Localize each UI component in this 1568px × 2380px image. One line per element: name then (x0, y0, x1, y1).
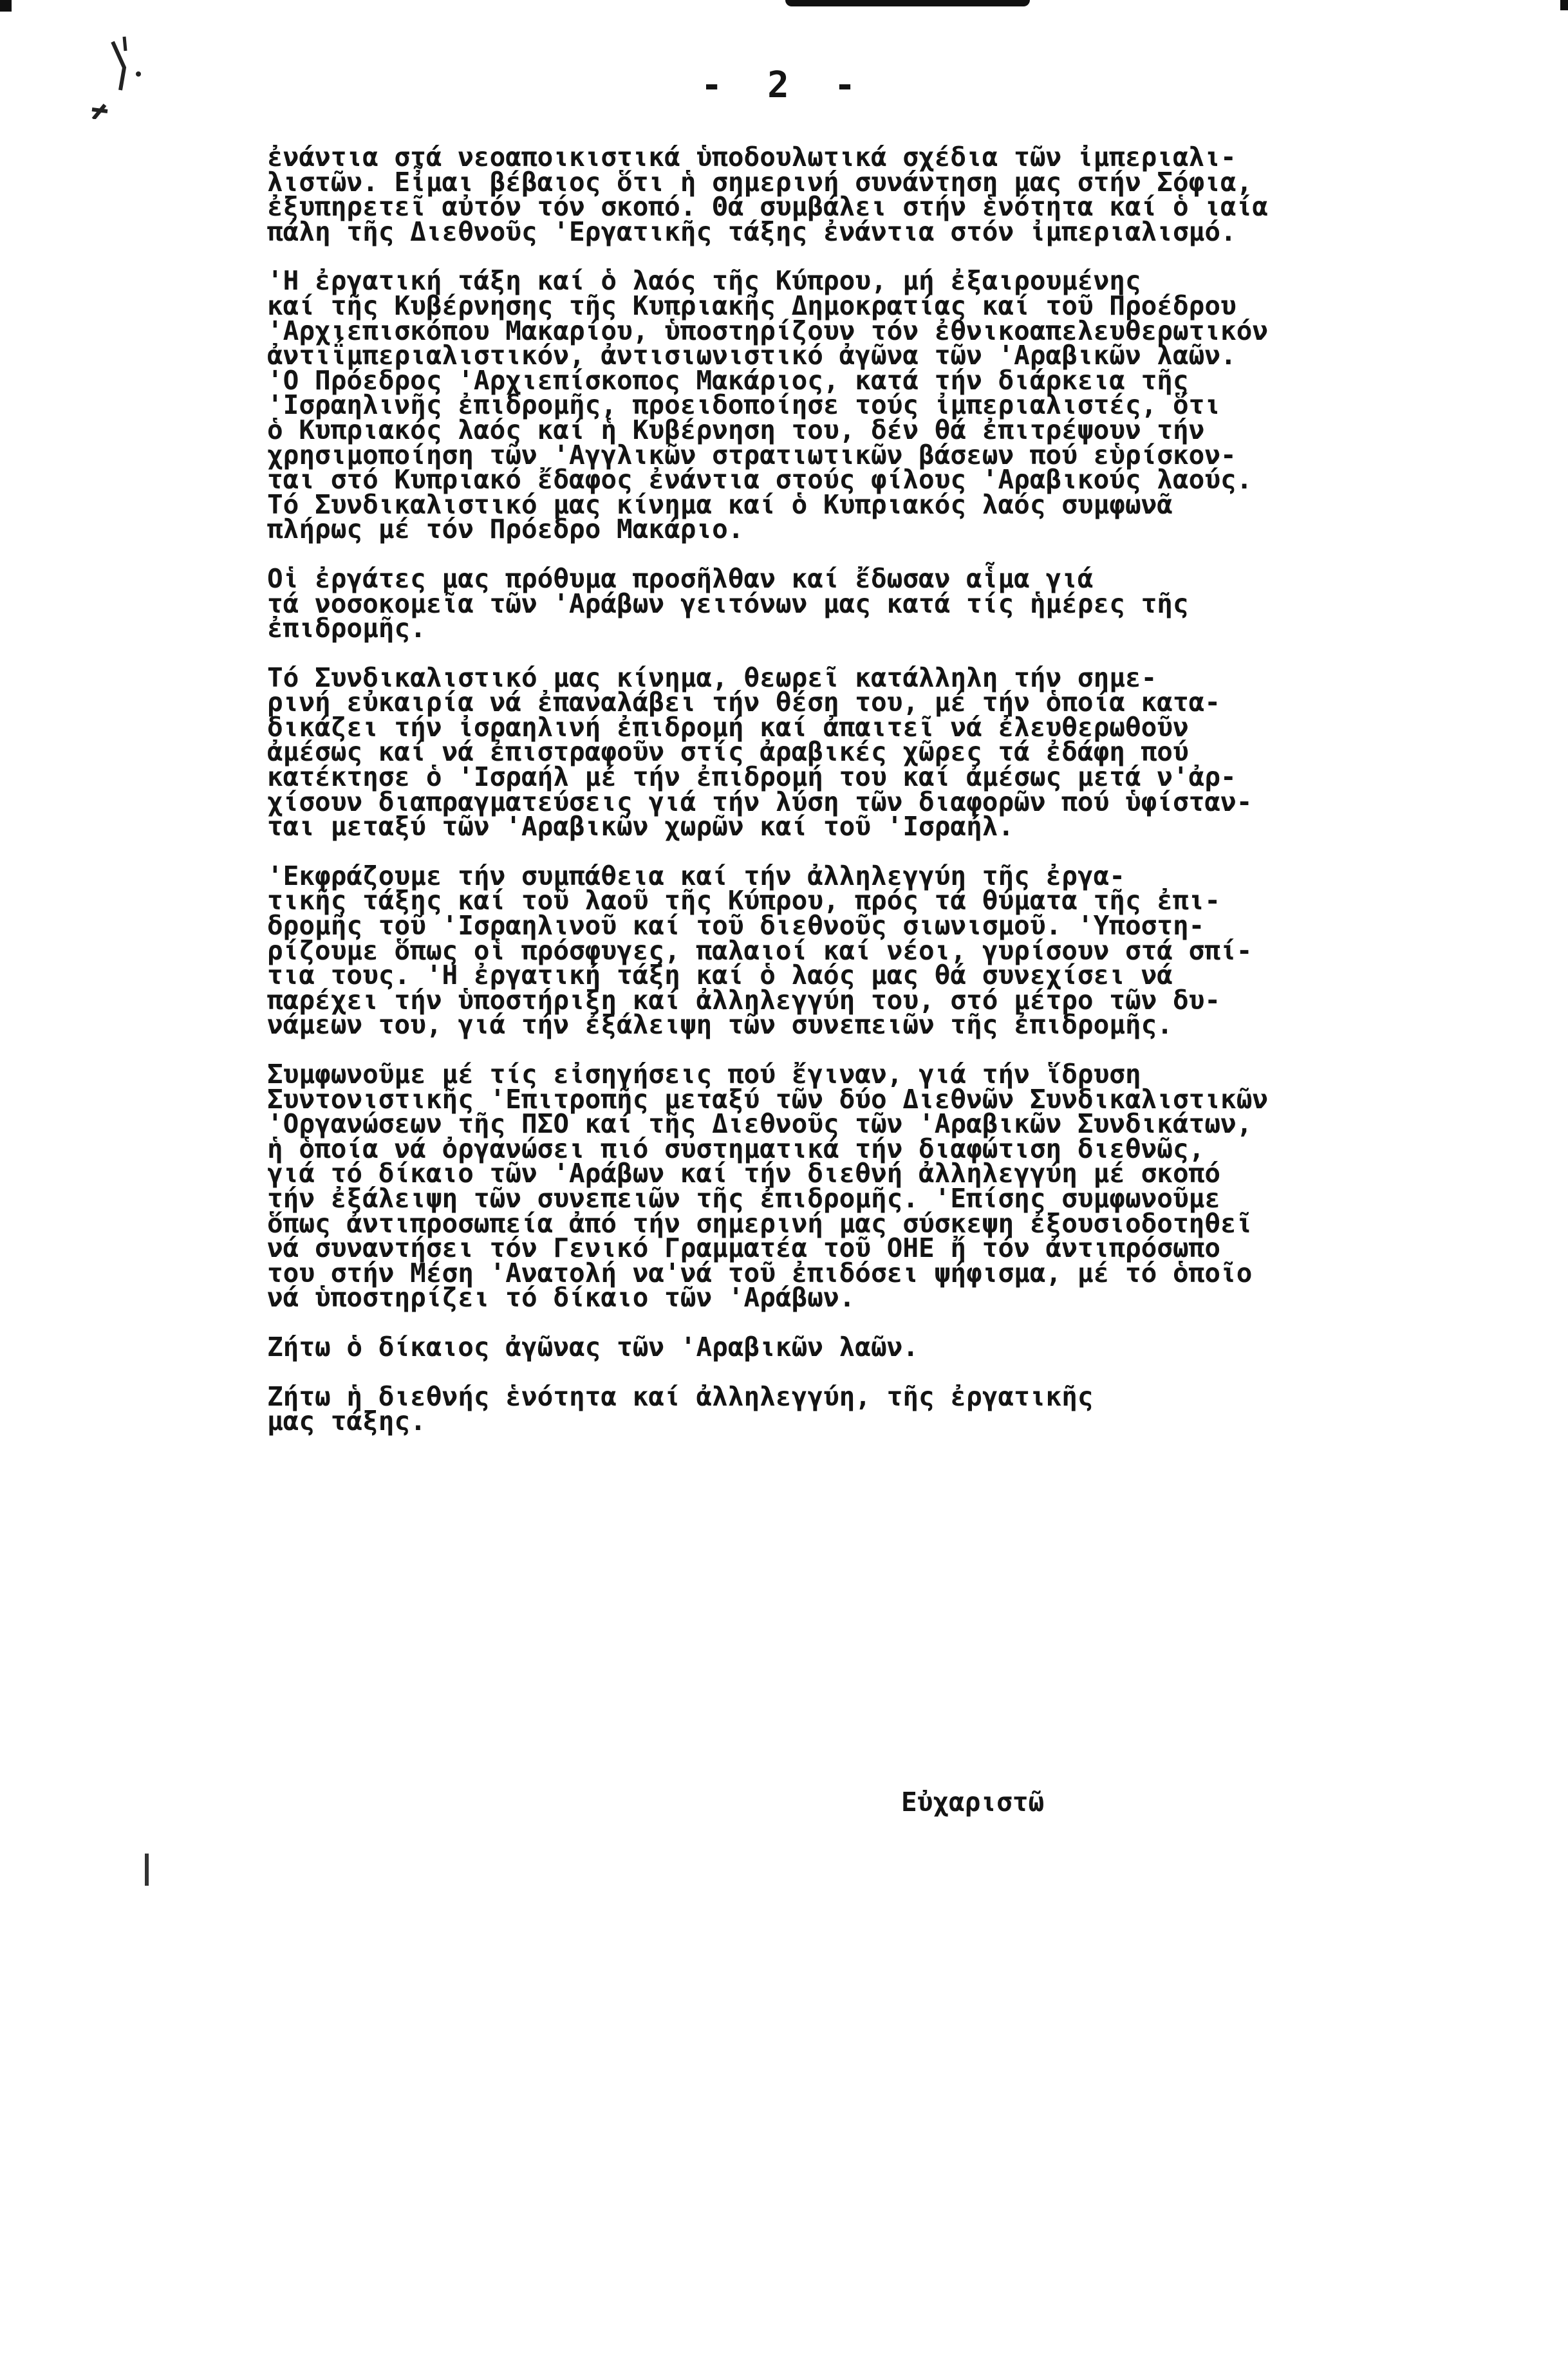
paragraph (267, 1059, 1516, 1314)
text-line: ται μεταξύ τῶν 'Αραβικῶν χωρῶν καί τοῦ 'Ισραήλ. (267, 811, 1014, 842)
text-line: μας τάξης. (267, 1406, 426, 1437)
text-line: 'Εκφράζουμε τήν συμπάθεια καί τήν ἀλληλεγγύη τῆς ἐργα- (267, 860, 1125, 891)
text-line: ται στό Κυπριακό ἔδαφος ἐνάντια στούς φίλους 'Αραβικούς λαούς. (267, 464, 1253, 496)
text-line: χίσουν διαπραγματεύσεις γιά τήν λύση τῶν διαφορῶν πού ὑφίσταν- (267, 786, 1253, 817)
text-line: γιά τό δίκαιο τῶν 'Αράβων καί τήν διεθνή ἀλληλεγγύη μέ σκοπό (267, 1158, 1221, 1189)
scan-blot (785, 0, 1030, 6)
paragraph (267, 562, 1516, 644)
text-line: παρέχει τήν ὑποστήριξη καί ἀλληλεγγύη του, στό μέτρο τῶν δυ- (267, 984, 1221, 1016)
text-line: κατέκτησε ὁ 'Ισραήλ μέ τήν ἐπιδρομή του καί ἀμέσως μετά ν'ἀρ- (267, 761, 1237, 793)
letter-body (267, 142, 1516, 1437)
scan-edge-artifacts (0, 0, 1568, 12)
paragraph (267, 265, 1516, 545)
text-line: ρίζουμε ὅπως οἱ πρόσφυγες, παλαιοί καί νέοι, γυρίσουν στά σπί- (267, 934, 1253, 966)
text-line: Συμφωνοῦμε μέ τίς εἰσηγήσεις πού ἔγιναν, γιά τήν ἵδρυση (267, 1059, 1141, 1090)
text-line: καί τῆς Κυβέρνησης τῆς Κυπριακῆς Δημοκρατίας καί τοῦ Προέδρου (267, 290, 1237, 321)
paragraph (267, 1381, 1516, 1437)
text-line: 'Ο Πρόεδρος 'Αρχιεπίσκοπος Μακάριος, κατά τήν διάρκεια τῆς (267, 364, 1189, 396)
text-line: ὅπως ἀντιπροσωπεία ἀπό τήν σημερινή μας σύσκεψη ἐξουσιοδοτηθεῖ (267, 1207, 1253, 1239)
page-number: - 2 - (700, 64, 868, 106)
text-line: λιστῶν. Εἶμαι βέβαιος ὅτι ἡ σημερινή συνάντηση μας στήν Σόφια, (267, 166, 1253, 198)
paragraph (267, 860, 1516, 1041)
text-line: δικάζει τήν ἰσραηλινή ἐπιδρομή καί ἀπαιτεῖ νά ἐλευθερωθοῦν (267, 711, 1189, 743)
text-line: νάμεων του, γιά τήν ἐξάλειψη τῶν συνεπειῶν τῆς ἐπιδρομῆς. (267, 1009, 1173, 1041)
text-line: ὁ Κυπριακός λαός καί ἡ Κυβέρνηση του, δέν θά ἐπιτρέψουν τήν (267, 414, 1205, 445)
text-line: Ζήτω ἡ διεθνής ἑνότητα καί ἀλληλεγγύη, τῆς ἐργατικῆς (267, 1381, 1094, 1412)
text-line: νά συναντήσει τόν Γενικό Γραμματέα τοῦ ΟΗΕ ἤ τόν ἀντιπρόσωπο (267, 1232, 1221, 1264)
text-line: του στήν Μέση 'Ανατολή να'νά τοῦ ἐπιδόσει ψήφισμα, μέ τό ὁποῖο (267, 1257, 1253, 1288)
text-line: Συντονιστικῆς 'Επιτροπῆς μεταξύ τῶν δύο Διεθνῶν Συνδικαλιστικῶν (267, 1083, 1269, 1115)
text-line: ἡ ὁποία νά ὀργανώσει πιό συστηματικά τήν διαφώτιση διεθνῶς, (267, 1133, 1205, 1164)
text-line: πλήρως μέ τόν Πρόεδρο Μακάριο. (267, 514, 744, 545)
stray-mark (145, 1854, 149, 1886)
paragraph (267, 142, 1516, 247)
text-line: ἐνάντια στά νεοαποικιστικά ὑποδουλωτικά σχέδια τῶν ἰμπεριαλι- (267, 142, 1237, 172)
text-line: τικῆς τάξης καί τοῦ λαοῦ τῆς Κύπρου, πρός τά θύματα τῆς ἐπι- (267, 885, 1221, 916)
text-line: Τό Συνδικαλιστικό μας κίνημα, θεωρεῖ κατάλληλη τήν σημε- (267, 662, 1157, 693)
text-line: 'Οργανώσεων τῆς ΠΣΟ καί τῆς Διεθνοῦς τῶν 'Αραβικῶν Συνδικάτων, (267, 1108, 1253, 1140)
text-line: 'Η ἐργατική τάξη καί ὁ λαός τῆς Κύπρου, μή ἐξαιρουμένης (267, 265, 1141, 297)
text-line: τια τους. 'Η ἐργατική τάξη καί ὁ λαός μας θά συνεχίσει νά (267, 960, 1173, 991)
text-line: ἀμέσως καί νά ἐπιστραφοῦν στίς ἀραβικές χῶρες τά ἐδάφη πού (267, 736, 1189, 768)
text-line: νά ὑποστηρίζει τό δίκαιο τῶν 'Αράβων. (267, 1282, 855, 1314)
text-line: Οἱ ἐργάτες μας πρόθυμα προσῆλθαν καί ἔδωσαν αἷμα γιά (267, 562, 1094, 594)
text-line: ἀντιΐμπεριαλιστικόν, ἀντισιωνιστικό ἀγῶνα τῶν 'Αραβικῶν λαῶν. (267, 340, 1237, 371)
text-line: πάλη τῆς Διεθνοῦς 'Εργατικῆς τάξης ἐνάντια στόν ἰμπεριαλισμό. (267, 216, 1237, 247)
text-line: τήν ἐξάλειψη τῶν συνεπειῶν τῆς ἐπιδρομῆς. 'Επίσης συμφωνοῦμε (267, 1182, 1221, 1214)
text-line: δρομῆς τοῦ 'Ισραηλινοῦ καί τοῦ διεθνοῦς σιωνισμοῦ. 'Υποστη- (267, 910, 1205, 942)
scan-blot (1560, 0, 1568, 10)
text-line: 'Αρχιεπισκόπου Μακαρίου, ὑποστηρίζουν τόν ἐθνικοαπελευθερωτικόν (267, 315, 1269, 346)
scan-blot (0, 0, 12, 12)
text-line: ἐπιδρομῆς. (267, 613, 426, 644)
text-line: ρινή εὐκαιρία νά ἐπαναλάβει τήν θέση του, μέ τήν ὁποία κατα- (267, 687, 1221, 718)
paragraph (267, 1331, 1516, 1362)
paragraph (267, 662, 1516, 842)
text-line: χρησιμοποίηση τῶν 'Αγγλικῶν στρατιωτικῶν βάσεων πού εὑρίσκον- (267, 439, 1237, 470)
text-line: Ζήτω ὁ δίκαιος ἀγῶνας τῶν 'Αραβικῶν λαῶν. (267, 1331, 919, 1362)
text-line: Τό Συνδικαλιστικό μας κίνημα καί ὁ Κυπριακός λαός συμφωνᾶ (267, 488, 1173, 520)
text-line: ἐξυπηρετεῖ αὐτόν τόν σκοπό. Θά συμβάλει στήν ἑνότητα καί ὁ ιαία (267, 191, 1269, 223)
text-line: τά νοσοκομεῖα τῶν 'Αράβων γειτόνων μας κατά τίς ἡμέρες τῆς (267, 588, 1189, 619)
closing-signoff: Εὐχαριστῶ (901, 1787, 1045, 1818)
text-line: 'Ισραηλινῆς ἐπιδρομῆς, προειδοποίησε τούς ἰμπεριαλιστές, ὅτι (267, 389, 1221, 421)
